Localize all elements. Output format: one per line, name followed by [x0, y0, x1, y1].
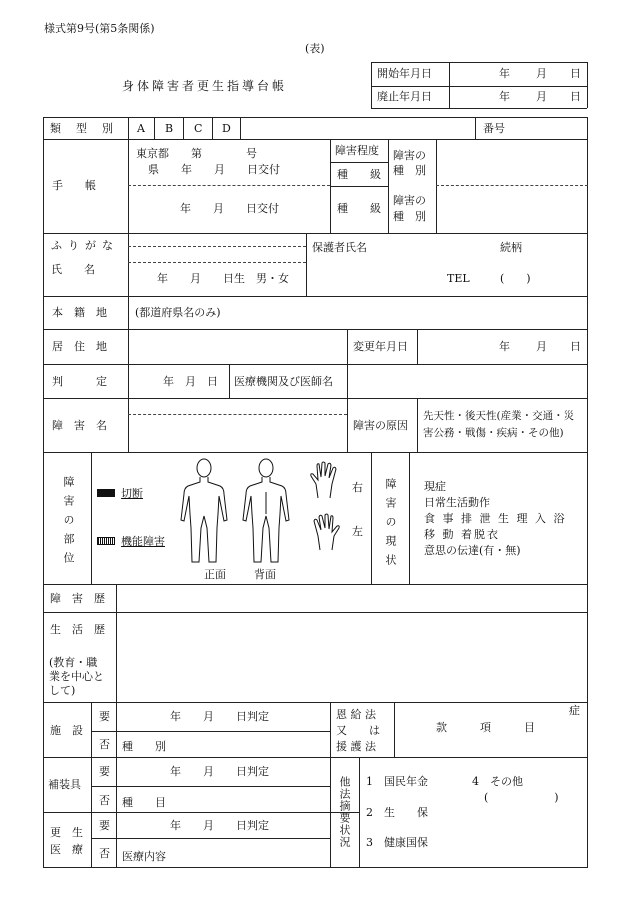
techo-line2[interactable]: 年 月 日交付	[180, 202, 279, 215]
rehab-need[interactable]: 要	[99, 819, 110, 832]
status-eating[interactable]: 食 事 排 泄 生 理 入 浴	[424, 512, 567, 525]
other-law-item-3[interactable]: 3 健康国保	[366, 836, 428, 849]
change-m[interactable]: 月	[536, 340, 547, 353]
type-label-1b: 種 別	[393, 164, 426, 177]
institution-label: 医療機関及び医師名	[234, 375, 333, 388]
other-law-item-4[interactable]: 4 その他	[472, 775, 523, 788]
law-1: 恩 給 法	[336, 708, 376, 721]
form-title: 身体障害者更生指導台帳	[122, 79, 288, 93]
techo-label: 手 帳	[52, 179, 96, 192]
life-note-3: して)	[49, 684, 76, 697]
facility-not[interactable]: 否	[99, 738, 110, 751]
category-option-a[interactable]: A	[137, 122, 145, 135]
category-label: 類 型 別	[50, 122, 115, 135]
body-front-figure	[178, 458, 230, 566]
change-d[interactable]: 日	[570, 340, 581, 353]
status-current[interactable]: 現症	[424, 480, 446, 493]
type-label-2a: 障害の	[393, 194, 426, 207]
rehab-judged[interactable]: 年 月 日判定	[170, 819, 269, 832]
other-law-item-1[interactable]: 1 国民年金	[366, 775, 428, 788]
law-3: 援 護 法	[336, 740, 376, 753]
type-label-2b: 種 別	[393, 210, 426, 223]
equipment-not[interactable]: 否	[99, 794, 110, 807]
life-note-2: 業を中心と	[49, 670, 104, 683]
status-moving[interactable]: 移 動 着脱衣	[424, 528, 500, 541]
cause-label: 障害の原因	[353, 419, 408, 432]
category-option-c[interactable]: C	[194, 122, 203, 135]
grade-2[interactable]: 種 級	[337, 202, 381, 215]
life-label: 生 活 歴	[50, 623, 105, 636]
left-label: 左	[352, 525, 363, 538]
category-option-b[interactable]: B	[165, 122, 174, 135]
number-label: 番号	[483, 122, 505, 135]
law-2: 又 は	[336, 724, 380, 737]
end-d[interactable]: 日	[570, 90, 581, 103]
tel-paren[interactable]: ( )	[500, 272, 531, 285]
furigana-label: ふりがな	[51, 239, 119, 252]
techo-line1b[interactable]: 県 年 月 日交付	[148, 163, 280, 176]
judgment-date[interactable]: 年 月 日	[163, 375, 218, 388]
equipment-label: 補装具	[48, 778, 81, 791]
other-law-label: 他法摘要状況	[338, 776, 351, 848]
rehab-label-1: 更 生	[50, 826, 83, 839]
relation-label: 続柄	[500, 241, 522, 254]
start-m[interactable]: 月	[536, 67, 547, 80]
techo-line1a[interactable]: 東京都 第 号	[136, 147, 257, 160]
facility-judged[interactable]: 年 月 日判定	[170, 710, 269, 723]
functional-swatch	[97, 537, 115, 545]
honseki-label: 本 籍 地	[52, 306, 107, 319]
amputation-swatch	[97, 489, 115, 497]
other-law-item-2[interactable]: 2 生 保	[366, 806, 428, 819]
rehab-label-2: 医 療	[50, 843, 83, 856]
start-d[interactable]: 日	[570, 67, 581, 80]
clause-label[interactable]: 款 項 目	[436, 721, 535, 734]
facility-kind[interactable]: 種 別	[122, 740, 166, 753]
degree-label: 障害程度	[335, 144, 379, 157]
rehab-content[interactable]: 医療内容	[122, 850, 166, 863]
tel-label: TEL	[447, 272, 470, 285]
life-note-1: (教育・職	[49, 656, 98, 669]
front-label: 正面	[204, 568, 226, 581]
right-hand-figure	[308, 460, 344, 500]
end-date-label: 廃止年月日	[377, 90, 432, 103]
end-y[interactable]: 年	[499, 90, 510, 103]
rehab-not[interactable]: 否	[99, 847, 110, 860]
address-label: 居 住 地	[52, 340, 107, 353]
other-law-paren[interactable]: ( )	[484, 791, 559, 804]
grade-1[interactable]: 種 級	[337, 168, 381, 181]
facility-label: 施 設	[50, 724, 83, 737]
equipment-judged[interactable]: 年 月 日判定	[170, 765, 269, 778]
disease-label: 症	[569, 704, 580, 717]
start-date-label: 開始年月日	[377, 67, 432, 80]
history-label: 障 害 歴	[50, 592, 105, 605]
equipment-item[interactable]: 種 目	[122, 796, 166, 809]
disability-name-label: 障 害 名	[52, 419, 107, 432]
cause-options-2[interactable]: 害公務・戦傷・疾病・その他)	[423, 427, 564, 439]
cause-options-1[interactable]: 先天性・後天性(産業・交通・災	[423, 410, 575, 422]
end-m[interactable]: 月	[536, 90, 547, 103]
category-option-d[interactable]: D	[222, 122, 231, 135]
left-hand-figure	[308, 512, 344, 552]
facility-need[interactable]: 要	[99, 710, 110, 723]
honseki-note[interactable]: (都道府県名のみ)	[135, 306, 221, 319]
status-adl[interactable]: 日常生活動作	[424, 496, 490, 509]
body-back-figure	[240, 458, 292, 566]
body-part-label: 障害の部位	[62, 476, 75, 571]
name-label: 氏 名	[51, 263, 95, 276]
functional-label: 機能障害	[121, 535, 165, 548]
form-number: 様式第9号(第5条関係)	[44, 22, 155, 35]
status-communication[interactable]: 意思の伝達(有・無)	[424, 544, 521, 557]
side-label: (表)	[305, 42, 325, 55]
back-label: 背面	[254, 568, 276, 581]
change-y[interactable]: 年	[499, 340, 510, 353]
change-date-label: 変更年月日	[353, 340, 408, 353]
birth-sex[interactable]: 年 月 日生 男・女	[157, 272, 289, 285]
amputation-label: 切断	[121, 487, 143, 500]
status-label: 障害の現状	[384, 478, 397, 573]
type-label-1a: 障害の	[393, 149, 426, 162]
equipment-need[interactable]: 要	[99, 765, 110, 778]
guardian-label: 保護者氏名	[312, 241, 367, 254]
right-label: 右	[352, 481, 363, 494]
start-y[interactable]: 年	[499, 67, 510, 80]
judgment-label: 判 定	[52, 375, 107, 388]
